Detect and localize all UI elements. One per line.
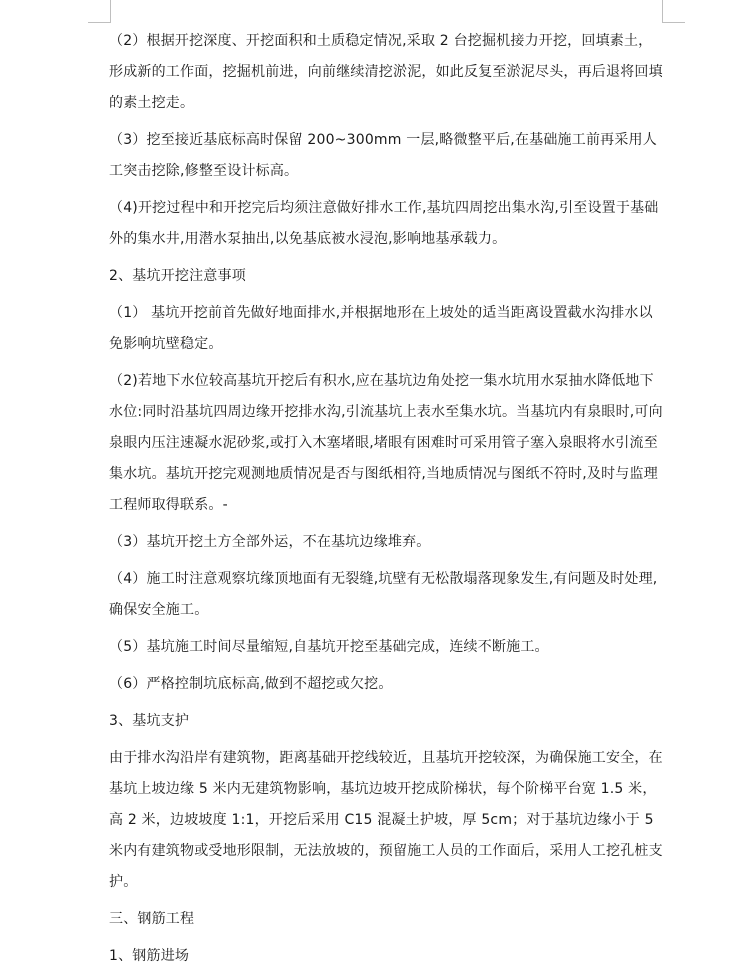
paragraph-precaution-1: （1） 基坑开挖前首先做好地面排水,并根据地形在上坡处的适当距离设置截水沟排水以免影响坑壁稳定。	[109, 305, 653, 352]
paragraph-precaution-5: （5）基坑施工时间尽量缩短,自基坑开挖至基础完成，连续不断施工。	[109, 639, 549, 655]
paragraph-excavation-step-4: （4)开挖过程中和开挖完后均须注意做好排水工作,基坑四周挖出集水沟,引至设置于基础外的集水井,用潜水泵抽出,以免基底被水浸泡,影响地基承载力。	[109, 200, 659, 247]
crop-mark-top-right	[662, 0, 685, 23]
paragraph-precaution-6: （6）严格控制坑底标高,做到不超挖或欠挖。	[109, 676, 393, 692]
paragraph-pit-support: 由于排水沟沿岸有建筑物，距离基础开挖线较近，且基坑开挖较深，为确保施工安全，在基坑上坡边缘 5 米内无建筑物影响，基坑边坡开挖成阶梯状，每个阶梯平台宽 1.5 米，高 2 米，边坡坡度 1:1，开挖后采用 C15 混凝土护坡，厚 5cm；对于基坑边缘小于 5 米内有建筑物或受地形限制，无法放坡的，预留施工人员的工作面后，采用人工挖孔桩支护。	[109, 750, 663, 890]
heading-rebar-works: 三、钢筋工程	[109, 911, 195, 927]
crop-mark-top-left	[88, 0, 111, 23]
paragraph-precaution-3: （3）基坑开挖土方全部外运，不在基坑边缘堆弃。	[109, 534, 431, 550]
paragraph-precaution-4: （4）施工时注意观察坑缘顶地面有无裂缝,坑壁有无松散塌落现象发生,有问题及时处理,确保安全施工。	[109, 571, 658, 618]
paragraph-excavation-step-2: （2）根据开挖深度、开挖面积和土质稳定情况,采取 2 台挖掘机接力开挖，回填素土，形成新的工作面，挖掘机前进，向前继续清挖淤泥，如此反复至淤泥尽头，再后退将回填的素土挖走。	[109, 33, 663, 111]
paragraph-excavation-step-3: （3）挖至接近基底标高时保留 200~300mm 一层,略微整平后,在基础施工前再采用人工突击挖除,修整至设计标高。	[109, 132, 657, 179]
heading-pit-support: 3、基坑支护	[109, 713, 190, 729]
document-page	[109, 26, 665, 978]
heading-pit-precautions: 2、基坑开挖注意事项	[109, 268, 246, 284]
heading-rebar-arrival: 1、钢筋进场	[109, 948, 190, 964]
paragraph-precaution-2: （2)若地下水位较高基坑开挖后有积水,应在基坑边角处挖一集水坑用水泵抽水降低地下水位:同时沿基坑四周边缘开挖排水沟,引流基坑上表水至集水坑。当基坑内有泉眼时,可向泉眼内压注速凝水泥砂浆,或打入木塞堵眼,堵眼有困难时可采用管子塞入泉眼将水引流至集水坑。基坑开挖完观测地质情况是否与图纸相符,当地质情况与图纸不符时,及时与监理工程师取得联系。-	[109, 373, 663, 513]
